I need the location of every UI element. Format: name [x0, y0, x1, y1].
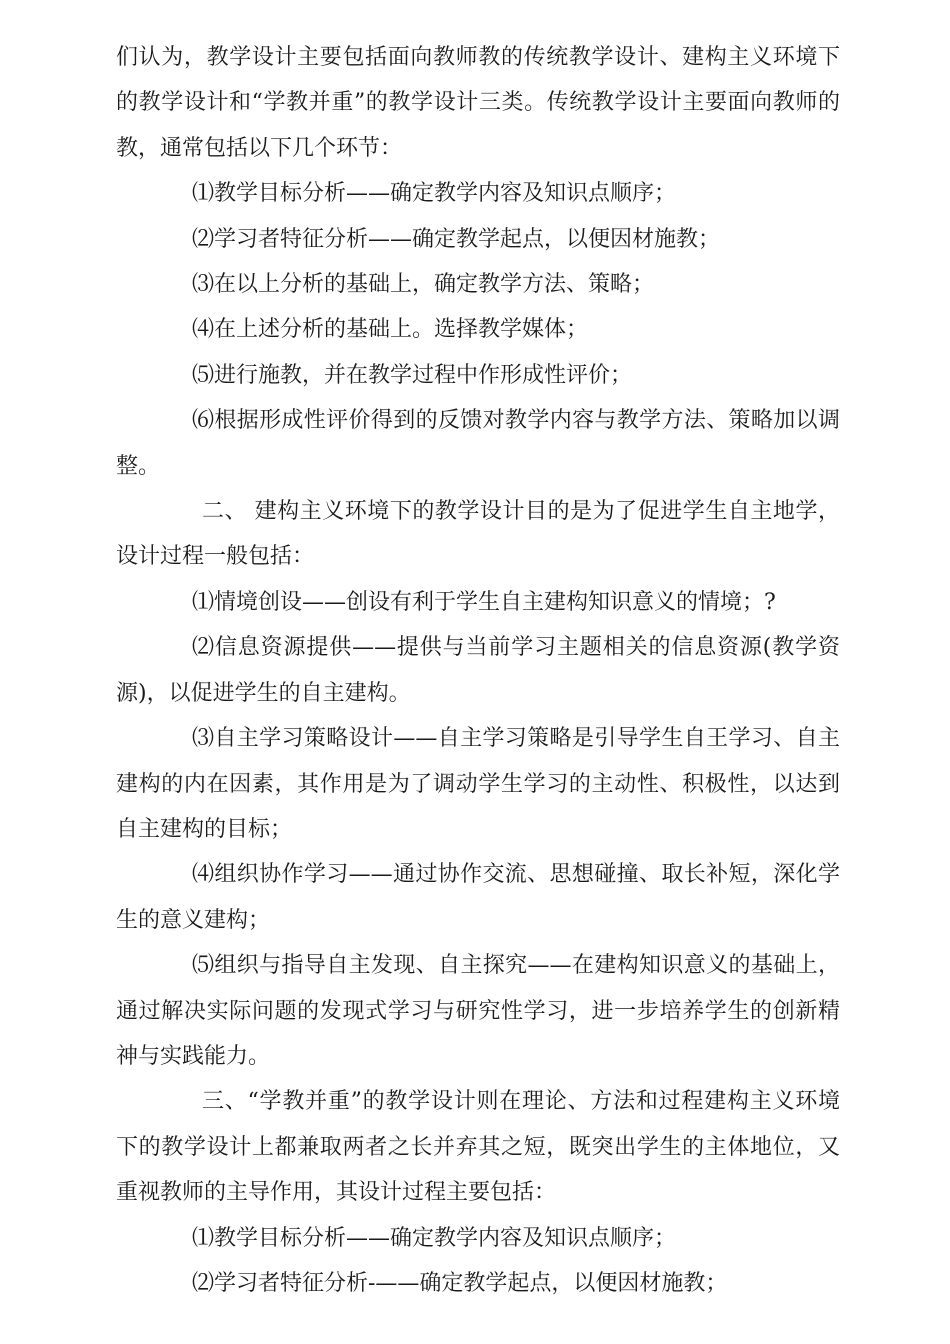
list-item: ⑴情境创设——创设有利于学生自主建构知识意义的情境；?	[192, 589, 776, 615]
list-item: ⑴教学目标分析——确定教学内容及知识点顺序；	[192, 1225, 677, 1251]
list-item: ⑸进行施教，并在教学过程中作形成性评价；	[192, 362, 633, 388]
list-item: ⑴教学目标分析——确定教学内容及知识点顺序；	[192, 181, 677, 207]
list-item: ⑸组织与指导自主发现、自主探究——在建构知识意义的基础上，通过解决实际问题的发现式学习与研究性学习，进一步培养学生的创新精神与实践能力。	[116, 953, 840, 1069]
section-heading-paragraph: 三、“学教并重”的教学设计则在理论、方法和过程建构主义环境下的教学设计上都兼取两者之长并弃其之短，既突出学生的主体地位，又重视教师的主导作用，其设计过程主要包括：	[116, 1089, 840, 1206]
section-heading-paragraph: 二、 建构主义环境下的教学设计目的是为了促进学生自主地学，设计过程一般包括：	[116, 499, 840, 570]
list-item: ⑵信息资源提供——提供与当前学习主题相关的信息资源(教学资源)，以促进学生的自主建构。	[116, 635, 840, 706]
intro-paragraph: 们认为，教学设计主要包括面向教师教的传统教学设计、建构主义环境下的教学设计和“学教并重”的教学设计三类。传统教学设计主要面向教师的教，通常包括以下几个环节：	[116, 45, 840, 161]
list-item: ⑶在以上分析的基础上，确定教学方法、策略；	[192, 272, 655, 298]
list-item: ⑶自主学习策略设计——自主学习策略是引导学生自王学习、自主建构的内在因素，其作用是为了调动学生学习的主动性、积极性，以达到自主建构的目标；	[116, 726, 840, 842]
list-item: ⑷组织协作学习——通过协作交流、思想碰撞、取长补短，深化学生的意义建构；	[116, 862, 840, 933]
list-item: ⑷在上述分析的基础上。选择教学媒体；	[192, 317, 589, 343]
list-item: ⑵学习者特征分析——确定教学起点，以便因材施教；	[192, 226, 721, 252]
list-item: ⑹根据形成性评价得到的反馈对教学内容与教学方法、策略加以调整。	[116, 408, 840, 479]
list-item: ⑵学习者特征分析-——确定教学起点，以便因材施教；	[192, 1270, 728, 1296]
